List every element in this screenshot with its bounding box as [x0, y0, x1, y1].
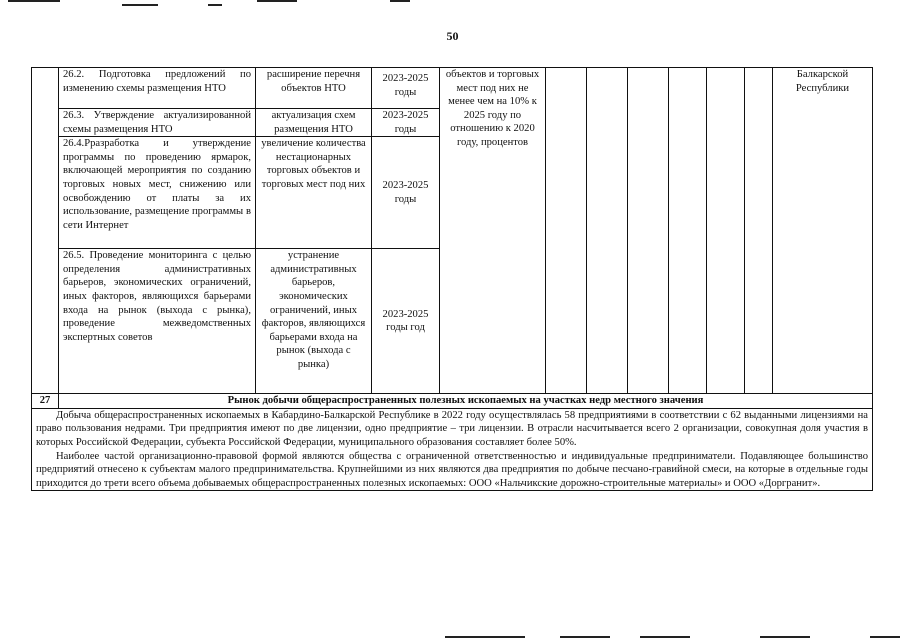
value-cell	[745, 68, 773, 394]
page-number: 50	[446, 29, 459, 43]
scan-artifact-line	[640, 636, 690, 638]
section-text-row	[32, 408, 873, 491]
result-cell: увеличение количества нестационарных торговых объектов и торговых мест под них	[256, 137, 372, 249]
indicator-cell: объектов и торговых мест под них не менее чем на 10% к 2025 году по отношению к 2020 году, процентов	[440, 68, 546, 394]
value-cell	[587, 68, 628, 394]
section-number: 27	[32, 394, 59, 409]
task-cell: 26.4.Рразработка и утверждение программы по проведению ярмарок, включающей мероприятия по созданию торговых новых мест, снижению или освобождению от платы за их использование, размещение программы в сети Интернет	[59, 137, 256, 249]
scan-artifact-line	[390, 0, 410, 2]
paragraph: Наиболее частой организационно-правовой формой являются общества с ограниченной ответственностью и индивидуальные предприниматели. Подавляющее большинство предприятий отнесено к субъектам малого предпринимательства. Крупнейшими из них являются два предприятия по добыче песчано-гравийной смеси, на которые в отдельные годы приходится до трети всего объема добываемых общераспространенных полезных ископаемых: ООО «Нальчикские дорожно-строительные материалы» и ООО «Доргранит».	[36, 450, 868, 489]
scan-artifact-line	[760, 636, 810, 638]
scan-artifact-line	[560, 636, 610, 638]
years-cell: 2023-2025 годы год	[372, 249, 440, 394]
value-cell	[546, 68, 587, 394]
scan-artifact-line	[208, 4, 222, 6]
scan-artifact-line	[445, 636, 525, 638]
result-cell: актуализация схем размещения НТО	[256, 109, 372, 137]
scan-artifact-line	[257, 0, 297, 2]
measures-table	[31, 67, 873, 491]
task-cell: 26.5. Проведение мониторинга с целью определения административных барьеров, экономических ограничений, иных факторов, являющихся барьерами входа на рынок (выхода с рынка), проведение межведомственных экспертных советов	[59, 249, 256, 394]
years-cell: 2023-2025 годы	[372, 109, 440, 137]
row-number-cell	[32, 68, 59, 394]
paragraph: Добыча общераспространенных ископаемых в Кабардино-Балкарской Республике в 2022 году осуществлялась 58 предприятиями в соответствии с 62 выданными лицензиями на право пользования недрами. Три предприятия имеют по две лицензии, одно предприятие – три лицензии. В отрасли насчитывается всего 2 организации, совокупная доля участия в которых Российской Федерации, субъекта Российской Федерации, муниципального образования составляет более 50%.	[36, 409, 868, 448]
scan-artifact-line	[870, 636, 900, 638]
value-cell	[669, 68, 707, 394]
task-cell: 26.3. Утверждение актуализированной схемы размещения НТО	[59, 109, 256, 137]
task-cell: 26.2. Подготовка предложений по изменению схемы размещения НТО	[59, 68, 256, 109]
result-cell: расширение перечня объектов НТО	[256, 68, 372, 109]
section-title: Рынок добычи общераспространенных полезных ископаемых на участках недр местного значения	[59, 394, 873, 409]
years-cell: 2023-2025 годы	[372, 137, 440, 249]
result-cell: устранение административных барьеров, экономических ограничений, иных факторов, являющихся барьерами входа на рынок (выхода с рынка)	[256, 249, 372, 394]
value-cell	[707, 68, 745, 394]
years-cell: 2023-2025 годы	[372, 68, 440, 109]
section-heading-row	[32, 394, 873, 409]
section-text	[32, 408, 873, 491]
scan-artifact-line	[122, 4, 158, 6]
scan-artifact-line	[8, 0, 60, 2]
table-row	[32, 68, 873, 109]
responsible-cell: Балкарской Республики	[773, 68, 873, 394]
value-cell	[628, 68, 669, 394]
